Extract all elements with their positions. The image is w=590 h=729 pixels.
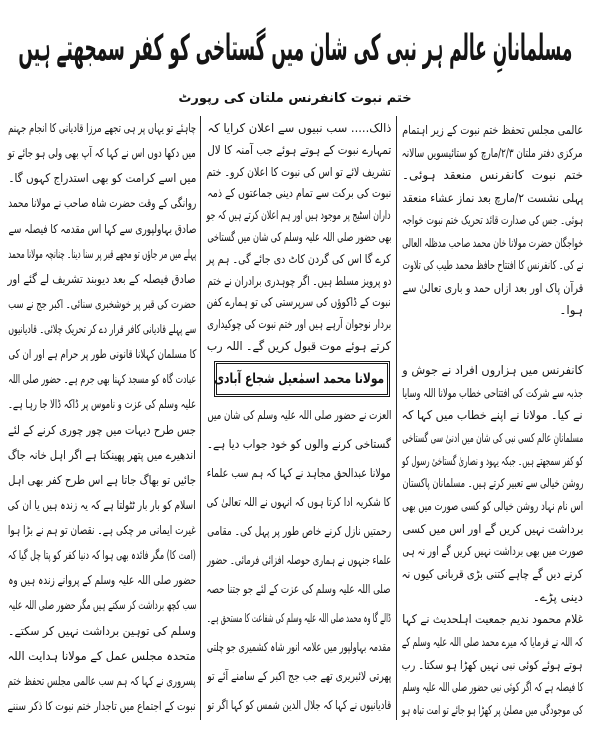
text-line [8,193,196,213]
text-line-content: عالمی مجلس تحفظ ختم نبوت کے زیر اہتمام [402,123,583,137]
text-line-content: ہوئی۔ جس کی صدارت قائد تحریک ختم نبوت خواجہ [401,213,583,227]
text-line-content: جائیں تو بھاگ جاتا ہے اس طرح کفر بھی اہل [7,472,196,487]
text-line-content: علماء جنہوں نے ہماری حوصلہ افزائی فرمائی۔ حضور [206,553,391,567]
text-line [207,637,391,657]
text-line [207,271,391,291]
text-line-content: حضرت کی قبر پر خوشخبری سنائی۔ اکبر جج نے سب [8,296,196,311]
text-line [8,269,196,289]
text-line [207,140,391,160]
text-line-content: العزت نے حضور صلی اللہ علیہ وسلم کی شان میں [206,408,391,422]
text-line [402,609,583,629]
text-line-content: پہلے میں مر جاؤں تو مجھے قبر پر سنا دینا۔ چنانچہ مولانا محمد [7,246,196,261]
text-line-content: روشن خیالی سے تعبیر کرتے ہیں۔ مسلمانان پاکستان [402,476,583,491]
text-line [8,420,196,440]
text-line [8,394,196,414]
text-line [402,451,583,471]
text-line-content: پھرتی لائبریری تھے جب جج اکبر کے سامنے آئے تو [206,669,391,683]
text-line [402,519,583,539]
text-line-content: سب کچھ برداشت کر سکتے ہیں مگر حضور صلی اللہ علیہ [7,598,196,613]
text-line [207,249,391,269]
text-line-content: کانفرنس میں ہزاروں افراد نے جوش و [401,363,583,377]
text-line [402,700,583,720]
right-column-bottom-text [402,360,583,720]
subheadline-text: ختم نبوت کانفرنس ملتان کی رپورٹ [178,91,412,106]
text-line-content: کرنے دیں گے چاہے کتنی بڑی قربانی کیوں نہ [401,566,583,581]
text-line [207,205,391,225]
middle-column-top-text [207,118,391,356]
text-line-content: داران اسٹیج پر موجود ہیں اور ہم اعلان کرتے ہیں کہ جو [206,208,391,223]
text-line-content: گستاخی کرنے والوں کو خود جواب دیا ہے۔ [206,437,391,451]
text-line-content: نبوت کے اجتماع میں تاجدار ختم نبوت کا ذکر سننے [7,698,196,713]
text-line-content: بھی حضور صلی اللہ علیہ وسلم کی شان میں گستاخی [207,229,391,244]
text-line-content: مقدمہ بہاولپور میں علامہ انور شاہ کشمیری جو چلتی [207,640,391,654]
text-line-content: اس نام نہاد روشن خیالی کو کسی صورت میں بھی [401,498,583,513]
text-line [402,541,583,561]
text-line-content: صادق بہاولپوری سے کہا اس مقدمہ کا فیصلہ سے [7,221,196,236]
text-line [8,445,196,465]
text-line-content: مولانا عبدالحق مجاہد نے کہا کہ ہم سب علماء [206,466,391,480]
text-line-content: قادیانیوں نے کہا کہ جلال الدین شمس کو کہا اگر تو [207,698,391,712]
text-line-content: اسلام کو بار بار ٹٹولتا ہے کہ یہ زندہ ہیں یا ان کی [7,497,196,512]
byline-box [214,361,390,397]
text-line-content: کی موجودگی میں مصلیٰ پر کھڑا ہو جائے تو امت تباہ ہو [401,702,583,717]
text-line [207,695,391,715]
text-line [402,210,583,230]
text-line-content: برداشت نہیں کریں گے اور اس میں کسی [402,521,583,536]
text-line-content: خواجگان حضرت مولانا خان محمد صاحب مدظلہ العالی [401,235,583,250]
text-line [207,314,391,334]
text-line-content: کو کفر سمجھتے ہیں۔ جبکہ یہود و نصاریٰ گستاخیٔ رسول کو [402,453,583,468]
text-line [402,677,583,697]
subheadline [150,88,440,110]
text-line-content: نے کیا۔ مولانا نے اپنے خطاب میں کہا کہ [402,408,583,423]
text-line [207,492,391,512]
text-line [402,188,583,208]
text-line [207,666,391,686]
text-line [402,383,583,403]
byline-text: مولانا محمد اسمٰعیل شجاع آبادی [214,371,384,387]
text-line-content: نے کی۔ کانفرنس کا افتتاح حافظ محمد طیب کی تلاوت [402,258,583,272]
text-line-content: نبوت کی برکت سے تمام دینی جماعتوں کے ذمہ [207,186,391,201]
text-line [8,545,196,565]
text-line [8,646,196,666]
left-column-text [8,118,196,716]
text-line-content: روانگی کے وقت حضرت شاہ صاحب نے مولانا محمد [8,196,196,211]
text-line [402,496,583,516]
text-line [8,219,196,239]
text-line-content: حضور صلی اللہ علیہ وسلم کے پروانے زندہ ہیں وہ [8,573,196,588]
text-line-content: نبوت کے ڈاکوؤں کی سرپرستی کی تو ہمارے کفن [206,295,391,310]
text-line-content: سے پہلے قادیانی کافر قرار دے کر تحریک چلائی۔ قادیانیوں [8,322,196,336]
text-line-content: صورت میں بھی برداشت نہیں کریں گے اور نہ ہی [401,544,583,559]
text-line-content: تشریف لائے تو اس کی نبوت کا اعلان کرو۔ ختم [206,164,391,179]
text-line-content: پہلی نشست ۲/مارچ بعد نماز عشاء منعقد [402,190,583,205]
text-line-content: متحدہ مجلس عمل کے مولانا ہدایت اللہ [7,648,196,663]
text-line [402,120,583,140]
text-line [207,405,391,425]
text-line [207,292,391,312]
text-line [402,632,583,652]
text-line [207,227,391,247]
headline-text: مسلمانانِ عالم ہر نبی کی شان میں گستاخی کو کفر سمجھتے ہیں [18,28,572,69]
text-line-content: میں دکھا دوں اس نے کہا کہ آپ بھی ولی ہو جائے تو [7,146,196,161]
text-line-content: غلام محمود ندیم جمعیت اہلحدیث نے کہا [402,612,583,627]
text-line [8,168,196,188]
text-line-content: صلی اللہ علیہ وسلم کی عزت کے لئے جو جتنا حصہ [206,582,391,596]
text-line [8,470,196,490]
text-line-content: رحمتیں نازل کرنے خاص طور پر پہل کی۔ مقامی [206,524,391,538]
text-line-content: صادق فیصلہ کے بعد دیوبند تشریف لے گئے اور [7,271,196,286]
text-line-content: (امت کا) مگر فائدہ بھی ہوا کہ دنیا کفر کو پتا چل گیا کہ [7,548,196,563]
text-line-content: کرے گا اس کی گردن کاٹ دی جائے گی۔ ہم پر [207,251,391,266]
text-line-content: دینی پڑے۔ [532,589,583,604]
text-line-content: ہوا۔ [559,303,583,317]
text-line [8,570,196,590]
text-line-content: ڈالے گا وہ محمد صلی اللہ علیہ وسلم کی شفاعت کا مستحق ہے۔ [207,611,391,625]
text-line [207,118,391,138]
text-line [402,655,583,675]
text-line [402,428,583,448]
text-line-content: دو پرویز مسلط ہیں۔ اگر چوہدری برادران نے ختم [207,273,391,288]
right-column-top-text [402,120,583,320]
text-line [402,405,583,425]
text-line-content: کا شکریہ ادا کرتا ہوں کہ انہوں نے اللہ تعالیٰ کی [206,495,391,509]
text-line [8,294,196,314]
text-line [8,495,196,515]
text-line [402,278,583,298]
text-line [8,319,196,339]
text-line [207,521,391,541]
text-line-content: جس طرح دیہات میں چور چوری کرنے کے لئے [8,422,196,437]
text-line-content: عبادت گاہ کو مسجد کہنا بھی جرم ہے۔ حضور صلی اللہ [7,372,196,387]
text-line-content: غیرت ایمانی مر چکی ہے۔ نقصان تو ہم نے بڑا ہوا [7,523,196,537]
text-line [8,118,196,138]
text-line [8,344,196,364]
text-line-content: چاہئے تو یہاں پر ہی تجھے مرزا قادیانی کا انجام جہنم [8,121,196,135]
headline [18,18,572,80]
text-line [8,143,196,163]
text-line-content: کرتے ہوئے موت قبول کریں گے۔ اللہ رب [207,338,391,353]
text-line [207,434,391,454]
text-line [207,162,391,182]
text-line [8,369,196,389]
text-line [8,595,196,615]
text-line [402,255,583,275]
text-line [8,696,196,716]
text-line-content: ختم نبوت کانفرنس منعقد ہوئی۔ [402,168,583,182]
text-line [8,244,196,264]
text-line [207,183,391,203]
text-line-content: کا مسلمان کہلانا قانونی طور پر حرام ہے اور ان کی [7,347,196,362]
text-line [207,463,391,483]
text-line-content: اندھیرے میں پتھر پھینکتا ہے اگر اہل خانہ جاگ [7,447,196,462]
text-line [207,608,391,628]
text-line [207,550,391,570]
text-line [402,473,583,493]
text-line [207,336,391,356]
text-line-content: وسلم کی توہین برداشت نہیں کر سکتے۔ [8,623,196,638]
text-line-content: تمہارے نبوت کے ہوتے ہوئے جب آمنہ کا لال [206,142,391,157]
text-line [402,165,583,185]
text-line-content: کا فیصلہ ہے کہ اگر کوئی نبی حضور صلی اللہ علیہ وسلم [401,680,583,695]
text-line-content: ہوتے ہوئے کوئی نبی نہیں کھڑا ہو سکتا۔ رب [401,657,583,672]
text-line-content: مسلمانانِ عالم کسی نبی کی شان میں ادنیٰ سی گستاخی [402,430,583,445]
text-line-content: جذبہ سے شرکت کی افتتاحی خطاب مولانا اللہ وسایا [402,385,583,400]
text-line [402,564,583,584]
text-line [8,621,196,641]
text-line-content: کہ اللہ نے فرمایا کہ میرے محمد صلی اللہ علیہ وسلم کے [401,634,583,649]
text-line-content: مرکزی دفتر ملتان ۲/۳/مارچ کو ستائیسویں سالانہ [402,145,583,160]
text-line-content: پسروری نے کہا کہ ہم سب عالمی مجلس تحفظ ختم [8,673,196,688]
text-line [207,579,391,599]
text-line-content: میں اسے کرامت کو بھی استدراج کہوں گا۔ [8,171,196,186]
text-line-content: قرآن پاک اور بعد ازاں حمد و باری تعالیٰ سے [401,280,583,295]
text-line [402,587,583,607]
text-line [8,671,196,691]
text-line-content: علیہ وسلم کی عزت و ناموس پر ڈاکہ ڈالا جا رہا ہے۔ [7,397,196,412]
text-line [402,143,583,163]
text-line [402,300,583,320]
text-line-content: بردار نوجوان آرہے ہیں اور ختم نبوت کی چوکیداری [207,317,391,332]
middle-column-bottom-text [207,405,391,715]
text-line [8,520,196,540]
text-line [402,360,583,380]
text-line-content: ذالک..... سب نبیوں سے اعلان کرایا کہ [207,121,391,135]
text-line [402,233,583,253]
